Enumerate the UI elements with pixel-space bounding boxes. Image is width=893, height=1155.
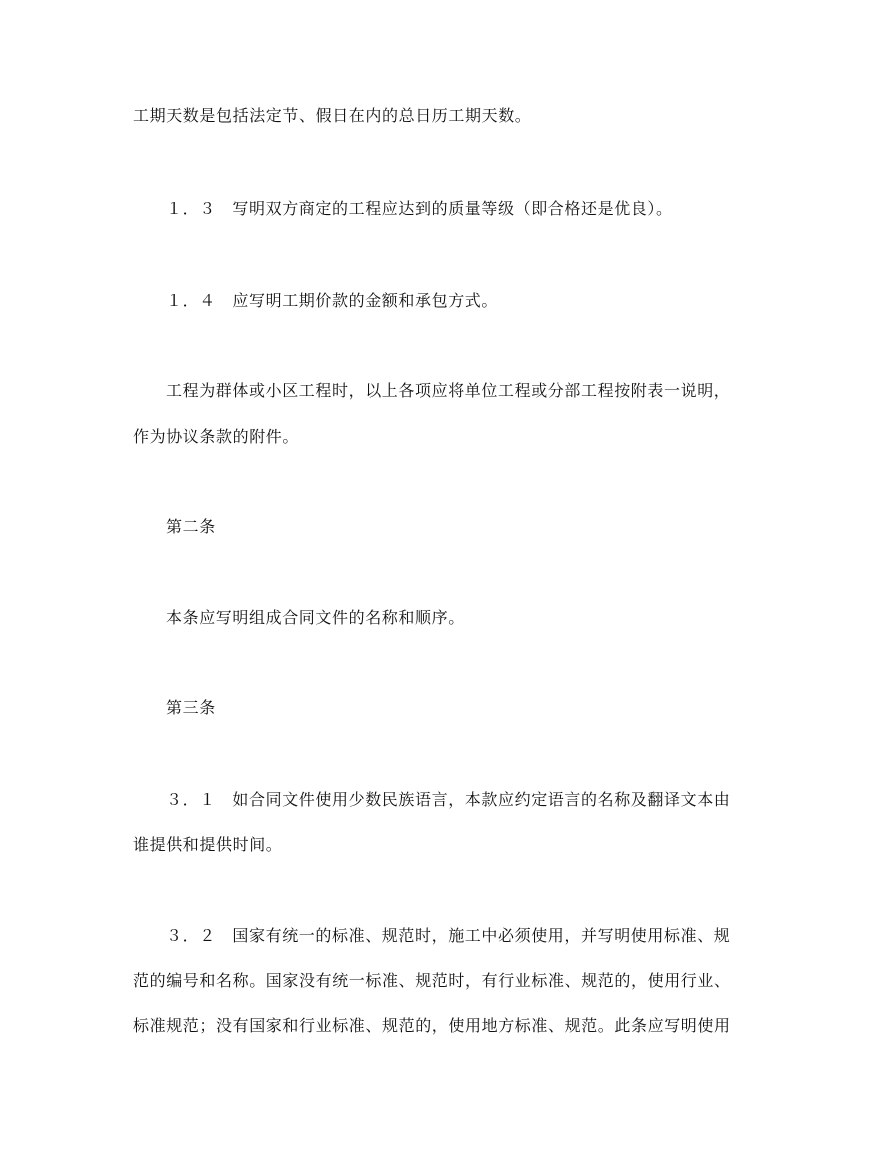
text-line: 工程为群体或小区工程时，以上各项应将单位工程或分部工程按附表一说明， <box>166 381 731 400</box>
text-line: 本条应写明组成合同文件的名称和顺序。 <box>166 608 465 627</box>
text-line: 谁提供和提供时间。 <box>133 835 283 854</box>
clause-1-3: １．３ 写明双方商定的工程应达到的质量等级（即合格还是优良）。 <box>166 199 673 218</box>
article-heading-2: 第二条 <box>166 517 216 536</box>
clause-3-1: ３．１ 如合同文件使用少数民族语言，本款应约定语言的名称及翻译文本由 <box>166 790 731 809</box>
clause-1-4: １．４ 应写明工期价款的金额和承包方式。 <box>166 291 499 310</box>
text-line: 标准规范；没有国家和行业标准、规范的，使用地方标准、规范。此条应写明使用 <box>133 1016 731 1035</box>
article-heading-3: 第三条 <box>166 698 216 717</box>
clause-3-2: ３．２ 国家有统一的标准、规范时，施工中必须使用，并写明使用标准、规 <box>166 926 731 945</box>
text-line: 工期天数是包括法定节、假日在内的总日历工期天数。 <box>133 106 532 125</box>
text-line: 作为协议条款的附件。 <box>133 427 300 446</box>
text-line: 范的编号和名称。国家没有统一标准、规范时，有行业标准、规范的，使用行业、 <box>133 971 731 990</box>
